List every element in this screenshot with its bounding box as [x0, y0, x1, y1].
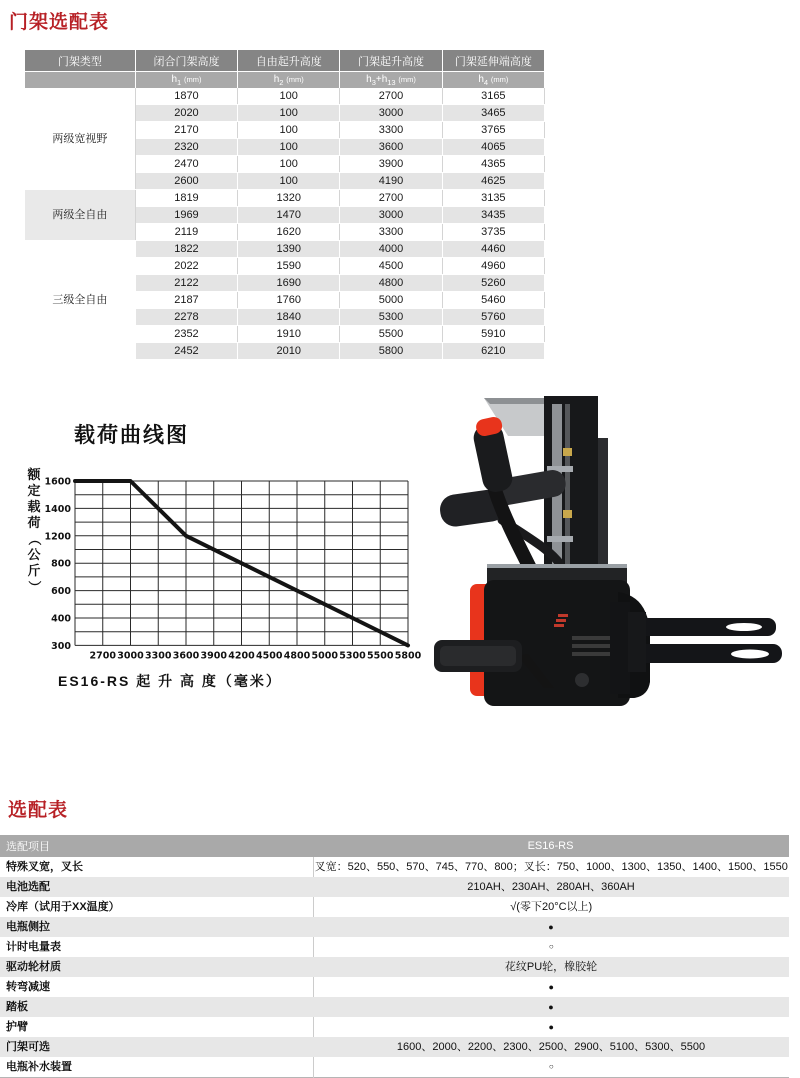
- option-value: ●: [313, 977, 789, 997]
- option-value: ●: [313, 997, 789, 1017]
- y-axis-label-char: （: [27, 532, 42, 546]
- svg-text:5500: 5500: [367, 650, 394, 662]
- value-cell: 100: [238, 88, 340, 105]
- svg-text:4800: 4800: [283, 650, 311, 662]
- option-value: ●: [313, 917, 789, 937]
- svg-text:400: 400: [51, 613, 71, 625]
- value-cell: 2352: [135, 326, 237, 343]
- value-cell: 1819: [135, 190, 237, 207]
- svg-text:1200: 1200: [44, 531, 71, 543]
- svg-text:5000: 5000: [311, 650, 338, 662]
- value-cell: 100: [238, 173, 340, 190]
- y-axis-label-char: ）: [27, 580, 42, 594]
- mast-type-cell: 两级宽视野: [25, 88, 135, 190]
- svg-text:4200: 4200: [228, 650, 255, 662]
- value-cell: 2600: [135, 173, 237, 190]
- table-row: [25, 241, 545, 258]
- svg-text:3300: 3300: [145, 650, 172, 662]
- option-value: ○: [313, 937, 789, 957]
- option-value: √(零下20°C以上): [313, 897, 789, 917]
- svg-text:3000: 3000: [117, 650, 144, 662]
- value-cell: 3000: [340, 207, 442, 224]
- value-cell: 2010: [238, 343, 340, 360]
- options-table: [0, 835, 789, 1078]
- value-cell: 1470: [238, 207, 340, 224]
- column-header: 门架延伸端高度: [442, 50, 544, 72]
- value-cell: 3465: [442, 105, 544, 122]
- column-header: 门架起升高度: [340, 50, 442, 72]
- option-label: 电瓶侧拉: [0, 917, 313, 937]
- table-row: [0, 1017, 789, 1037]
- mast-type-cell: 三级全自由: [25, 241, 135, 360]
- table-row: [25, 88, 545, 105]
- value-cell: 2320: [135, 139, 237, 156]
- value-cell: 3000: [340, 105, 442, 122]
- value-cell: 3165: [442, 88, 544, 105]
- value-cell: 4190: [340, 173, 442, 190]
- table-row: [0, 977, 789, 997]
- options-model-header: ES16-RS: [313, 835, 789, 857]
- y-axis-label-char: 额: [27, 467, 41, 482]
- mast-table-subheader-row: [25, 72, 545, 89]
- y-axis-label-char: 斤: [27, 563, 41, 578]
- svg-text:3900: 3900: [200, 650, 227, 662]
- column-header: 门架类型: [25, 50, 135, 72]
- mast-type-cell: 两级全自由: [25, 190, 135, 241]
- table-row: [0, 897, 789, 917]
- option-label: 电瓶补水装置: [0, 1057, 313, 1078]
- y-axis-label-char: 公: [27, 547, 41, 562]
- subcolumn-header: $h_4$ (mm): [442, 72, 544, 89]
- value-cell: 3300: [340, 122, 442, 139]
- option-label: 驱动轮材质: [0, 957, 313, 977]
- option-label: 电池选配: [0, 877, 313, 897]
- value-cell: 100: [238, 105, 340, 122]
- svg-text:3600: 3600: [172, 650, 200, 662]
- option-value: 210AH、230AH、280AH、360AH: [313, 877, 789, 897]
- value-cell: 3135: [442, 190, 544, 207]
- table-row: [0, 877, 789, 897]
- option-value: 花纹PU轮，橡胶轮: [313, 957, 789, 977]
- svg-text:800: 800: [51, 558, 71, 570]
- column-header: 闭合门架高度: [135, 50, 237, 72]
- option-label: 护臂: [0, 1017, 313, 1037]
- value-cell: 100: [238, 156, 340, 173]
- svg-text:300: 300: [51, 640, 71, 652]
- option-label: 特殊叉宽，叉长: [0, 857, 313, 877]
- option-value: 叉宽：520、550、570、745、770、800；叉长：750、1000、1300、1350、1400、1500、1550: [313, 857, 789, 877]
- options-table-title: 选配表: [8, 800, 69, 821]
- y-axis-label-char: 定: [27, 483, 41, 498]
- value-cell: 4625: [442, 173, 544, 190]
- value-cell: 4500: [340, 258, 442, 275]
- chart-x-axis-label: ES16-RS 起 升 高 度（毫米）: [58, 673, 282, 689]
- value-cell: 3600: [340, 139, 442, 156]
- svg-text:1600: 1600: [44, 476, 71, 488]
- value-cell: 2452: [135, 343, 237, 360]
- options-column-header: 选配项目: [0, 835, 313, 857]
- column-header: 自由起升高度: [238, 50, 340, 72]
- value-cell: 2119: [135, 224, 237, 241]
- options-header-row: [0, 835, 789, 857]
- table-row: [0, 997, 789, 1017]
- chart-title: 载荷曲线图: [74, 424, 189, 447]
- load-curve-plot: [18, 463, 433, 668]
- value-cell: 4960: [442, 258, 544, 275]
- value-cell: 2020: [135, 105, 237, 122]
- value-cell: 100: [238, 122, 340, 139]
- option-label: 门架可选: [0, 1037, 313, 1057]
- svg-text:2700: 2700: [89, 650, 116, 662]
- value-cell: 5800: [340, 343, 442, 360]
- value-cell: 2187: [135, 292, 237, 309]
- value-cell: 5760: [442, 309, 544, 326]
- table-row: [0, 857, 789, 877]
- option-value: ○: [313, 1057, 789, 1078]
- value-cell: 1760: [238, 292, 340, 309]
- option-value: 1600、2000、2200、2300、2500、2900、5100、5300、5500: [313, 1037, 789, 1057]
- value-cell: 4000: [340, 241, 442, 258]
- table-row: [0, 917, 789, 937]
- subcolumn-header: $h_1$ (mm): [135, 72, 237, 89]
- value-cell: 5910: [442, 326, 544, 343]
- table-row: [0, 937, 789, 957]
- value-cell: 1969: [135, 207, 237, 224]
- value-cell: 6210: [442, 343, 544, 360]
- mast-table-header-row: [25, 50, 545, 72]
- table-row: [0, 1037, 789, 1057]
- value-cell: 1870: [135, 88, 237, 105]
- value-cell: 1690: [238, 275, 340, 292]
- y-axis-label-char: 荷: [27, 515, 41, 530]
- value-cell: 4365: [442, 156, 544, 173]
- value-cell: 2470: [135, 156, 237, 173]
- y-axis-label-char: 载: [27, 499, 41, 514]
- value-cell: 100: [238, 139, 340, 156]
- value-cell: 2700: [340, 88, 442, 105]
- subheader-blank: [25, 72, 135, 89]
- subcolumn-header: $h_3+h_{13}$ (mm): [340, 72, 442, 89]
- table-row: [25, 190, 545, 207]
- table-row: [0, 957, 789, 977]
- value-cell: 1620: [238, 224, 340, 241]
- value-cell: 5000: [340, 292, 442, 309]
- table-row: [0, 1057, 789, 1078]
- value-cell: 2700: [340, 190, 442, 207]
- svg-text:5800: 5800: [394, 650, 422, 662]
- svg-text:5300: 5300: [339, 650, 366, 662]
- value-cell: 3900: [340, 156, 442, 173]
- forklift-product-image: [432, 388, 797, 728]
- option-label: 踏板: [0, 997, 313, 1017]
- value-cell: 1590: [238, 258, 340, 275]
- svg-text:600: 600: [51, 586, 71, 598]
- value-cell: 3735: [442, 224, 544, 241]
- value-cell: 4065: [442, 139, 544, 156]
- subcolumn-header: $h_2$ (mm): [238, 72, 340, 89]
- value-cell: 3435: [442, 207, 544, 224]
- value-cell: 3300: [340, 224, 442, 241]
- option-label: 转弯减速: [0, 977, 313, 997]
- forks: [610, 592, 782, 698]
- mast-table-title: 门架选配表: [9, 12, 110, 33]
- value-cell: 4460: [442, 241, 544, 258]
- value-cell: 1840: [238, 309, 340, 326]
- value-cell: 2022: [135, 258, 237, 275]
- value-cell: 1910: [238, 326, 340, 343]
- value-cell: 5460: [442, 292, 544, 309]
- value-cell: 1320: [238, 190, 340, 207]
- value-cell: 2170: [135, 122, 237, 139]
- load-curve-chart: [18, 405, 433, 710]
- mast-selection-table: [25, 50, 545, 360]
- value-cell: 2122: [135, 275, 237, 292]
- value-cell: 3765: [442, 122, 544, 139]
- value-cell: 1390: [238, 241, 340, 258]
- value-cell: 5500: [340, 326, 442, 343]
- svg-text:1400: 1400: [44, 503, 71, 515]
- option-label: 计时电量表: [0, 937, 313, 957]
- option-value: ●: [313, 1017, 789, 1037]
- value-cell: 2278: [135, 309, 237, 326]
- option-label: 冷库（试用于XX温度）: [0, 897, 313, 917]
- value-cell: 1822: [135, 241, 237, 258]
- value-cell: 5260: [442, 275, 544, 292]
- value-cell: 5300: [340, 309, 442, 326]
- svg-text:4500: 4500: [256, 650, 283, 662]
- value-cell: 4800: [340, 275, 442, 292]
